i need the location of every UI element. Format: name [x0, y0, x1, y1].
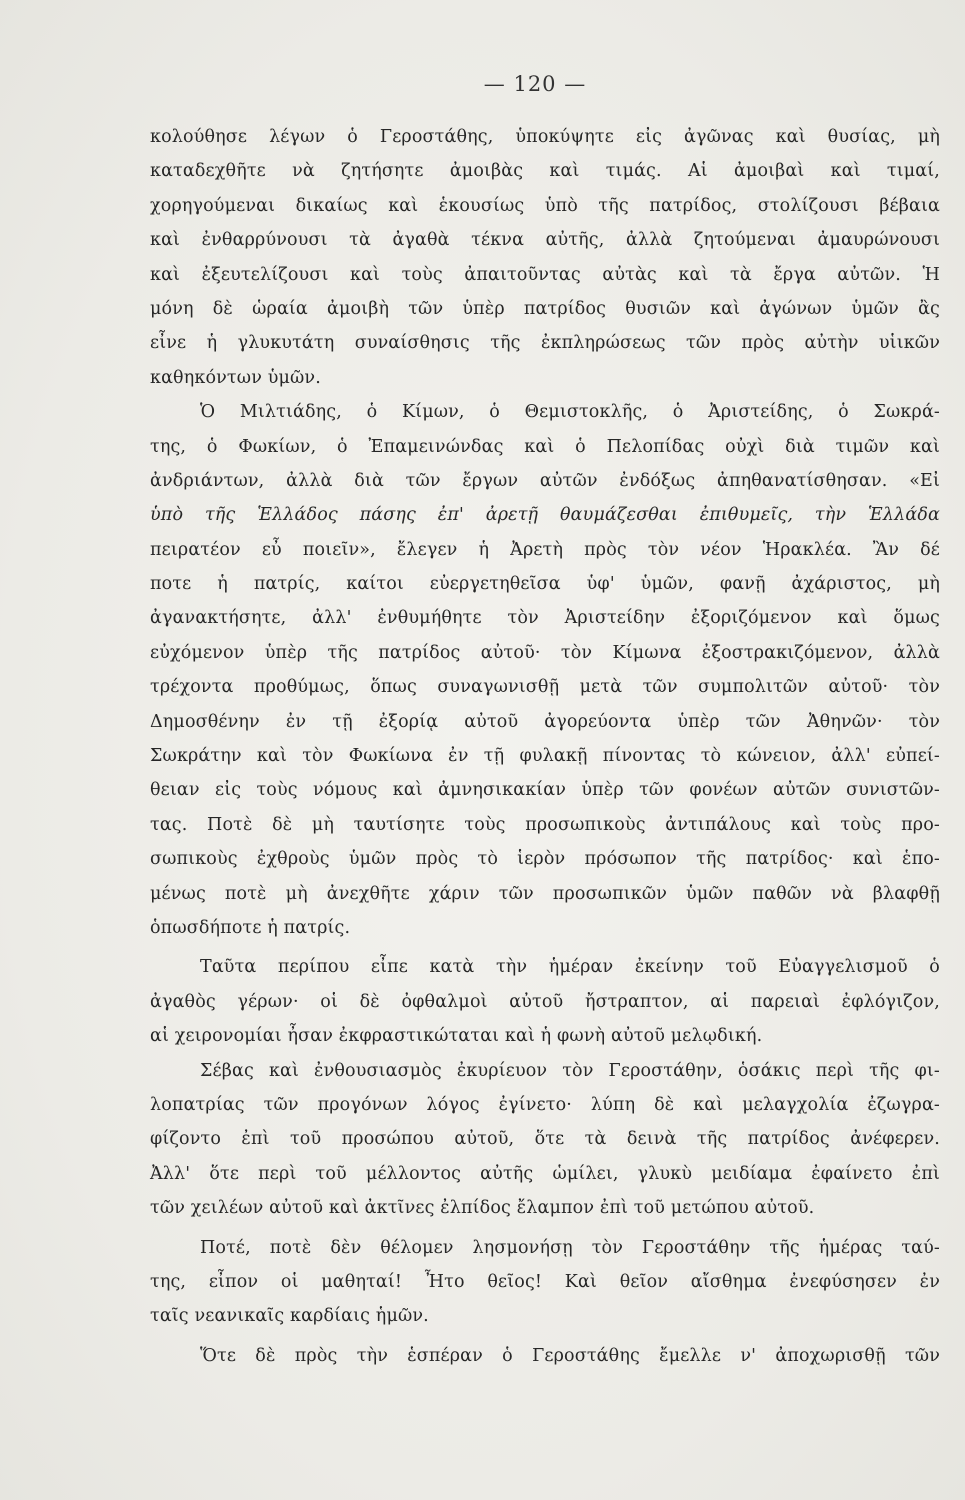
text-line: θειαν εἰς τοὺς νόμους καὶ ἀμνησικακίαν ὑπὲρ τῶν φονέων αὐτῶν συνιστῶν- — [150, 780, 940, 801]
text-line: της, εἶπον οἱ μαθηταί! Ἦτο θεῖος! Καὶ θεῖον αἴσθημα ἐνεφύσησεν ἐν — [150, 1271, 940, 1292]
text-line: χορηγούμεναι δικαίως καὶ ἑκουσίως ὑπὸ τῆς πατρίδος, στολίζουσι βέβαια — [150, 195, 940, 216]
text-line: φίζοντο ἐπὶ τοῦ προσώπου αὐτοῦ, ὅτε τὰ δεινὰ τῆς πατρίδος ἀνέφερεν. — [150, 1129, 940, 1150]
text-line: καθηκόντων ὑμῶν. — [150, 367, 321, 388]
text-line: ὁπωσδήποτε ἡ πατρίς. — [150, 917, 351, 938]
text-line: μόνη δὲ ὡραία ἀμοιβὴ τῶν ὑπὲρ πατρίδος θυσιῶν καὶ ἀγώνων ὑμῶν ἂς — [150, 298, 940, 319]
text-line: ἀγαθὸς γέρων· οἱ δὲ ὀφθαλμοὶ αὐτοῦ ἤστραπτον, αἱ παρειαὶ ἐφλόγιζον, — [150, 991, 940, 1012]
text-line: Ὅτε δὲ πρὸς τὴν ἑσπέραν ὁ Γεροστάθης ἔμελλε ν' ἀποχωρισθῇ τῶν — [200, 1345, 940, 1366]
text-line: καὶ ἐξευτελίζουσι καὶ τοὺς ἀπαιτοῦντας αὐτὰς καὶ τὰ ἔργα αὐτῶν. Ἡ — [150, 264, 940, 285]
text-line: τῶν χειλέων αὐτοῦ καὶ ἀκτῖνες ἐλπίδος ἔλαμπον ἐπὶ τοῦ μετώπου αὐτοῦ. — [150, 1198, 815, 1219]
text-line: τρέχοντα προθύμως, ὅπως συναγωνισθῇ μετὰ τῶν συμπολιτῶν αὐτοῦ· τὸν — [150, 677, 940, 698]
text-line: εὐχόμενον ὑπὲρ τῆς πατρίδος αὐτοῦ· τὸν Κίμωνα ἐξοστρακιζόμενον, ἀλλὰ — [150, 642, 940, 663]
text-line: ἀγανακτήσητε, ἀλλ' ἐνθυμήθητε τὸν Ἀριστείδην ἐξοριζόμενον καὶ ὅμως — [150, 608, 940, 629]
text-line: λοπατρίας τῶν προγόνων λόγος ἐγίνετο· λύπη δὲ καὶ μελαγχολία ἐζωγρα- — [150, 1094, 940, 1115]
text-line: Ἀλλ' ὅτε περὶ τοῦ μέλλοντος αὐτῆς ὡμίλει, γλυκὺ μειδίαμα ἐφαίνετο ἐπὶ — [150, 1163, 940, 1184]
text-line: Ποτέ, ποτὲ δὲν θέλομεν λησμονήσῃ τὸν Γεροστάθην τῆς ἡμέρας ταύ- — [200, 1237, 940, 1258]
text-line: ταῖς νεανικαῖς καρδίαις ἡμῶν. — [150, 1306, 429, 1327]
text-line: Σωκράτην καὶ τὸν Φωκίωνα ἐν τῇ φυλακῇ πίνοντας τὸ κώνειον, ἀλλ' εὐπεί- — [150, 746, 940, 767]
text-line: καταδεχθῆτε νὰ ζητήσητε ἀμοιβὰς καὶ τιμάς. Αἱ ἀμοιβαὶ καὶ τιμαί, — [150, 161, 940, 182]
text-line: αἱ χειρονομίαι ἦσαν ἐκφραστικώταται καὶ ἡ φωνὴ αὐτοῦ μελῳδική. — [150, 1026, 763, 1047]
text-line: της, ὁ Φωκίων, ὁ Ἐπαμεινώνδας καὶ ὁ Πελοπίδας οὐχὶ διὰ τιμῶν καὶ — [150, 436, 940, 457]
text-line: τας. Ποτὲ δὲ μὴ ταυτίσητε τοὺς προσωπικοὺς ἀντιπάλους καὶ τοὺς προ- — [150, 814, 940, 835]
text-line: Σέβας καὶ ἐνθουσιασμὸς ἐκυρίευον τὸν Γεροστάθην, ὁσάκις περὶ τῆς φι- — [200, 1060, 940, 1081]
text-line: Ὁ Μιλτιάδης, ὁ Κίμων, ὁ Θεμιστοκλῆς, ὁ Ἀριστείδης, ὁ Σωκρά- — [200, 402, 940, 423]
text-line: σωπικοὺς ἐχθροὺς ὑμῶν πρὸς τὸ ἱερὸν πρόσωπον τῆς πατρίδος· καὶ ἑπο- — [150, 849, 940, 870]
text-line: καὶ ἐνθαρρύνουσι τὰ ἀγαθὰ τέκνα αὐτῆς, ἀλλὰ ζητούμεναι ἀμαυρώνουσι — [150, 230, 940, 251]
text-line: ὑπὸ τῆς Ἑλλάδος πάσης ἐπ' ἀρετῇ θαυμάζεσθαι ἐπιθυμεῖς, τὴν Ἑλλάδα — [150, 505, 940, 526]
text-line: κολούθησε λέγων ὁ Γεροστάθης, ὑποκύψητε εἰς ἀγῶνας καὶ θυσίας, μὴ — [150, 127, 940, 147]
text-line: ποτε ἡ πατρίς, καίτοι εὐεργετηθεῖσα ὑφ' ὑμῶν, φανῇ ἀχάριστος, μὴ — [150, 574, 940, 595]
text-line: μένως ποτὲ μὴ ἀνεχθῆτε χάριν τῶν προσωπικῶν ὑμῶν παθῶν νὰ βλαφθῇ — [150, 883, 940, 904]
text-line: εἶνε ἡ γλυκυτάτη συναίσθησις τῆς ἐκπληρώσεως τῶν πρὸς αὐτὴν υἱικῶν — [150, 333, 940, 354]
text-line: πειρατέον εὖ ποιεῖν», ἔλεγεν ἡ Ἀρετὴ πρὸς τὸν νέον Ἡρακλέα. Ἂν δέ — [150, 539, 940, 560]
text-line: Ταῦτα περίπου εἶπε κατὰ τὴν ἡμέραν ἐκείνην τοῦ Εὐαγγελισμοῦ ὁ — [200, 957, 940, 978]
page-number: — 120 — — [483, 72, 587, 96]
text-body — [150, 120, 940, 1373]
text-line: Δημοσθένην ἐν τῇ ἐξορίᾳ αὐτοῦ ἀγορεύοντα ὑπὲρ τῶν Ἀθηνῶν· τὸν — [150, 711, 940, 732]
text-line: ἀνδριάντων, ἀλλὰ διὰ τῶν ἔργων αὐτῶν ἐνδόξως ἀπηθανατίσθησαν. «Εἰ — [150, 470, 940, 491]
